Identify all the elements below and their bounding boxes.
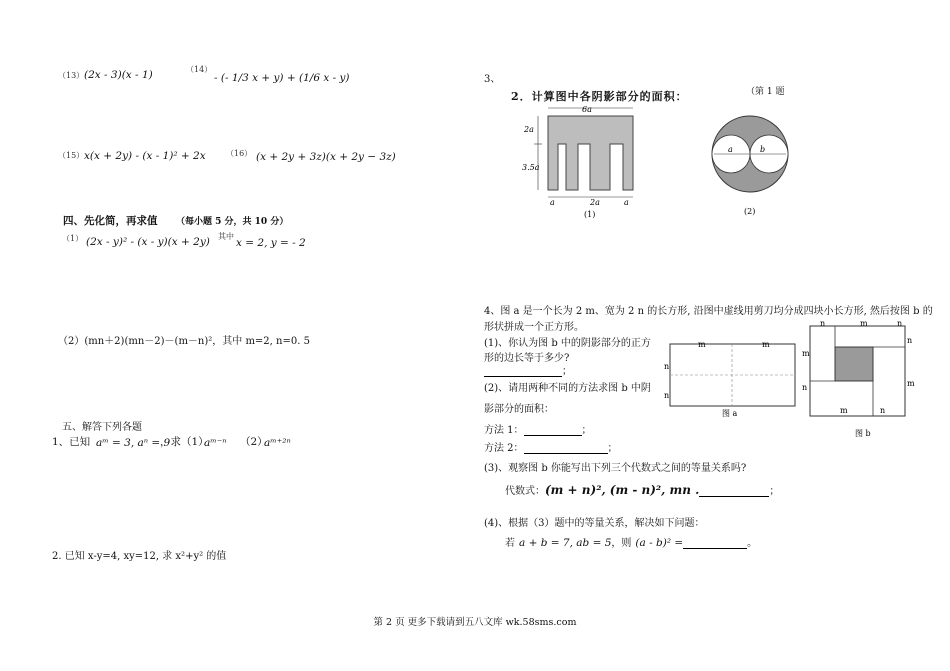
- q4-s2-line2: 影部分的面积：: [484, 404, 554, 415]
- figure-2-circles: [704, 104, 804, 220]
- problem-13-number: （13）: [58, 71, 85, 80]
- s5-q2: 2. 已知 x-y=4, xy=12, 求 x²+y² 的值: [52, 551, 227, 562]
- figB-label-m-top: m: [860, 319, 868, 328]
- fig2-label-b: b: [760, 145, 766, 154]
- problem-14-number: （14）: [186, 65, 213, 74]
- s5-q1-text: 1、已知: [52, 436, 91, 448]
- problem-14-expression: - (- 1/3 x + y) + (1/6 x - y): [214, 72, 350, 84]
- q4-method2-label: 方法 2：: [484, 443, 524, 454]
- fig1-label-left-top: 2a: [524, 125, 534, 134]
- q4-method2-blank[interactable]: [524, 443, 608, 454]
- figB-caption: 图 b: [855, 429, 871, 438]
- fig1-caption: (1): [584, 210, 596, 219]
- fig1-label-left-bottom: 3.5a: [522, 163, 540, 172]
- q4-method2-semicolon: ；: [607, 443, 618, 454]
- q4-s1-semicolon: ；: [562, 366, 572, 377]
- q4-s3-semicolon: ；: [769, 486, 780, 497]
- q3-tag: （第 1 题: [746, 87, 785, 97]
- problem-15-expression: x(x + 2y) - (x - 1)² + 2x: [84, 150, 206, 162]
- figB-label-m-right: m: [907, 379, 915, 388]
- figA-caption: 图 a: [722, 409, 738, 418]
- q4-s3-blank[interactable]: [699, 486, 769, 497]
- section-4-title: 四、先化简，再求值: [63, 215, 158, 227]
- q4-s1-answer-row: [484, 362, 572, 377]
- q3-heading: 2．计算图中各阴影部分的面积：: [511, 90, 688, 103]
- figB-label-n-bottom: n: [880, 406, 886, 415]
- problem-15-number: （15）: [58, 151, 85, 160]
- problem-16-expression: (x + 2y + 3z)(x + 2y − 3z): [256, 151, 396, 163]
- q4-s4-row: [505, 534, 757, 549]
- s4-q1-condition: x = 2, y = - 2: [236, 237, 306, 249]
- s5-q1-given: aᵐ = 3, aⁿ = 9: [96, 437, 171, 449]
- s5-q1-ask: ，求（1）: [160, 436, 209, 448]
- s4-q1-number: （1）: [62, 234, 84, 243]
- q4-s1-line2: 形的边长等于多少?: [484, 353, 570, 364]
- figB-label-n-top: n: [820, 319, 826, 328]
- s5-q1-ask1: aᵐ⁻ⁿ: [204, 437, 227, 449]
- q4-s1-answer-blank[interactable]: [484, 366, 562, 377]
- figB-label-n-right: n: [907, 336, 913, 345]
- fig1-label-b2: 2a: [590, 198, 600, 207]
- q4-intro-line2: 形状拼成一个正方形。: [484, 322, 584, 333]
- section-5-title: 五、解答下列各题: [62, 422, 142, 433]
- q4-s4-text: (4)、根据（3）题中的等量关系，解决如下问题：: [484, 518, 705, 529]
- q3-number: 3、: [484, 74, 501, 85]
- figA-label-m-left: m: [698, 340, 706, 349]
- q4-s4-condition: a + b = 7, ab = 5: [519, 537, 612, 549]
- problem-16-number: （16）: [226, 149, 253, 158]
- fig2-caption: (2): [744, 207, 756, 216]
- fig1-label-b1: a: [550, 198, 555, 207]
- q4-method1-row: [484, 421, 592, 436]
- q4-s4-then: ，则: [611, 538, 632, 549]
- q4-s3-expression-row: [505, 482, 779, 497]
- s5-q1-ask2-label: （2）: [240, 436, 268, 448]
- q4-s1-line1: (1)、你认为图 b 中的阴影部分的正方: [484, 338, 651, 349]
- fig2-label-a: a: [728, 145, 733, 154]
- fig1-label-b3: a: [624, 198, 629, 207]
- figA-label-m-right: m: [762, 340, 770, 349]
- s4-q1-expression: (2x - y)² - (x - y)(x + 2y): [86, 236, 210, 248]
- s4-q1-where: 其中: [218, 232, 234, 241]
- q4-s3-expression-label: 代数式：: [505, 486, 545, 497]
- q4-s2-line1: (2)、请用两种不同的方法求图 b 中阴: [484, 383, 651, 394]
- figB-label-m-bottom: m: [840, 406, 848, 415]
- q4-s4-blank[interactable]: [683, 538, 747, 549]
- q4-method2-row: [484, 439, 618, 454]
- figure-a-rectangle: [660, 338, 808, 420]
- q4-s4-ask: (a - b)² =: [635, 537, 684, 549]
- figB-label-m-left: m: [802, 349, 810, 358]
- figure-b-square: [800, 316, 915, 440]
- q4-intro-line1: 4、图 a 是一个长为 2 m、宽为 2 n 的长方形, 沿图中虚线用剪刀均分成四块小长方形, 然后按图 b 的: [484, 306, 933, 317]
- figB-label-n-left: n: [802, 383, 808, 392]
- q4-s4-period: 。: [747, 538, 758, 549]
- q4-s3-expression: (m + n)², (m - n)², mn .: [545, 483, 700, 497]
- q4-method1-semicolon: ；: [581, 425, 592, 436]
- figA-label-n-bottom: n: [664, 391, 670, 400]
- q4-s3-text: (3)、观察图 b 你能写出下列三个代数式之间的等量关系吗?: [484, 463, 747, 474]
- section-4-note: （每小题 5 分，共 10 分）: [176, 217, 289, 227]
- figA-label-n-top: n: [664, 362, 670, 371]
- figure-1-shaded-shape: [518, 104, 648, 220]
- figure-1-shaded-region: [548, 116, 633, 190]
- q4-method1-label: 方法 1：: [484, 425, 524, 436]
- q4-method1-blank[interactable]: [524, 425, 582, 436]
- fig1-label-top: 6a: [582, 105, 592, 114]
- page-footer: 第 2 页 更多下载请到五八文库 wk.58sms.com: [373, 617, 577, 628]
- problem-13-expression: (2x - 3)(x - 1): [84, 69, 153, 81]
- s5-q1-ask2: aᵐ⁺²ⁿ: [264, 437, 291, 449]
- s4-q2: （2）(mn＋2)(mn－2)－(m－n)²，其中 m=2, n=0. 5: [58, 336, 310, 347]
- figB-label-n-top-right: n: [897, 319, 903, 328]
- q4-s4-if: 若: [505, 538, 515, 549]
